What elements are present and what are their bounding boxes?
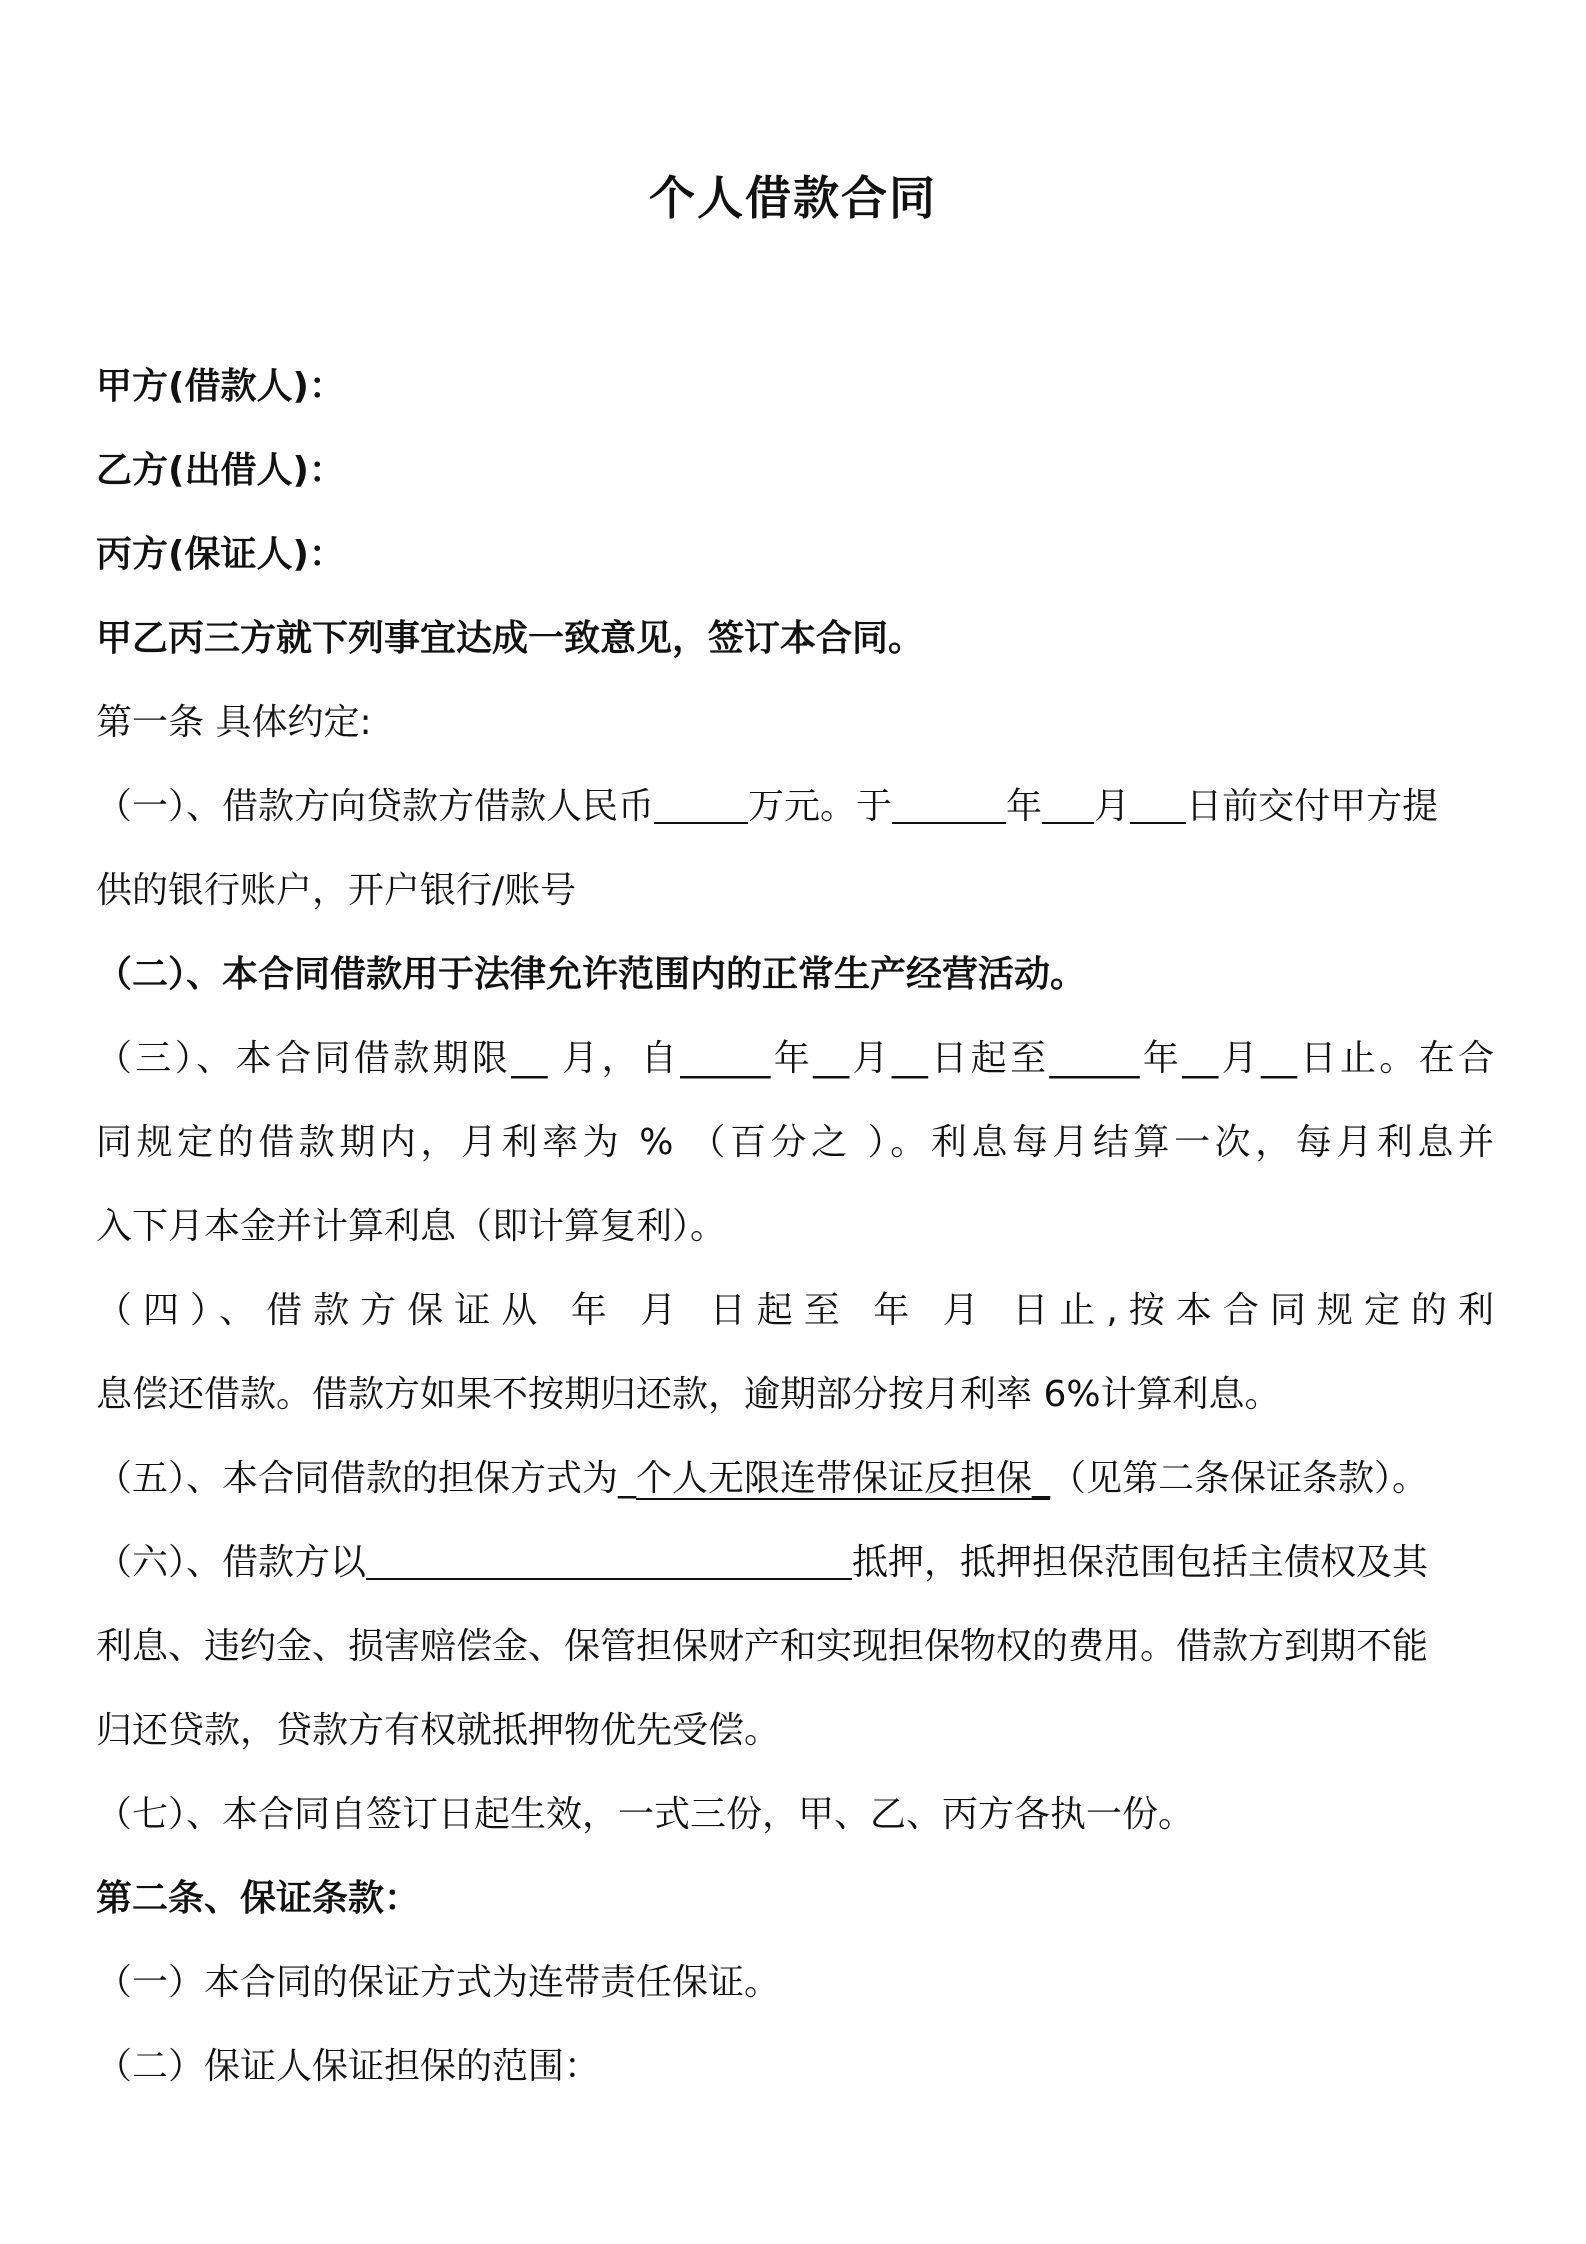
clause1-text-c: 日前交付甲方提 (1186, 786, 1439, 827)
clause6-text-b: 抵押，抵押担保范围包括主债权及其 (852, 1542, 1429, 1583)
article1-clause2: （二）、本合同借款用于法律允许范围内的正常生产经营活动。 (96, 954, 1087, 995)
article1-clause7: （七）、本合同自签订日起生效，一式三份，甲、乙、丙方各执一份。 (96, 1794, 1195, 1835)
article1-clause6-line3: 归还贷款，贷款方有权就抵押物优先受偿。 (96, 1710, 781, 1751)
document-title: 个人借款合同 (649, 171, 937, 225)
article1-clause3-line2: 同规定的借款期内，月利率为 % （百分之 ）。利息每月结算一次，每月利息并 (96, 1122, 1494, 1163)
article1-clause4-line1: （四）、借款方保证从 年 月 日起至 年 月 日止,按本合同规定的利 (96, 1290, 1494, 1331)
clause1-text-month: 月 (1094, 786, 1131, 827)
article2-clause2: （二）保证人保证担保的范围： (96, 2046, 601, 2087)
article2-heading: 第二条、保证条款： (96, 1878, 421, 1919)
collateral-blank (366, 1542, 852, 1580)
article1-clause3-line3: 入下月本金并计算利息（即计算复利）。 (96, 1206, 727, 1247)
article1-clause6-line2: 利息、违约金、损害赔偿金、保管担保财产和实现担保物权的费用。借款方到期不能 (96, 1626, 1429, 1667)
amount-blank (654, 786, 748, 824)
article1-clause5 (96, 1456, 1428, 1502)
article1-clause6-line1 (96, 1540, 1428, 1586)
article1-clause3-line1: （三）、本合同借款期限__ 月，自_____年__月__日起至_____年__月__日止。在合 (96, 1038, 1494, 1079)
day-blank (1130, 786, 1186, 824)
clause1-text-b: 万元。于 (748, 786, 893, 827)
year-blank (892, 786, 1006, 824)
party-guarantor: 丙方(保证人)： (96, 534, 345, 575)
article1-clause1-line2: 供的银行账户，开户银行/账号 (96, 870, 577, 911)
month-blank (1042, 786, 1094, 824)
clause6-text-a: （六）、借款方以 (96, 1542, 367, 1583)
party-borrower: 甲方(借款人)： (96, 366, 345, 407)
clause5-text-b: （见第二条保证条款）。 (1050, 1458, 1429, 1499)
guarantee-method-value: 个人无限连带保证反担保_ (636, 1458, 1051, 1499)
intro-text: 甲乙丙三方就下列事宜达成一致意见，签订本合同。 (96, 618, 925, 659)
article1-heading: 第一条 具体约定: (96, 702, 372, 743)
article1-clause4-line2: 息偿还借款。借款方如果不按期归还款，逾期部分按月利率 6%计算利息。 (96, 1374, 1281, 1415)
clause1-text-year: 年 (1006, 786, 1043, 827)
article2-clause1: （一）本合同的保证方式为连带责任保证。 (96, 1962, 781, 2003)
article1-clause1-line1 (96, 784, 1438, 830)
clause5-text-a: （五）、本合同借款的担保方式为_ (96, 1458, 637, 1499)
party-lender: 乙方(出借人)： (96, 450, 345, 491)
clause1-text-a: （一）、借款方向贷款方借款人民币 (96, 786, 655, 827)
